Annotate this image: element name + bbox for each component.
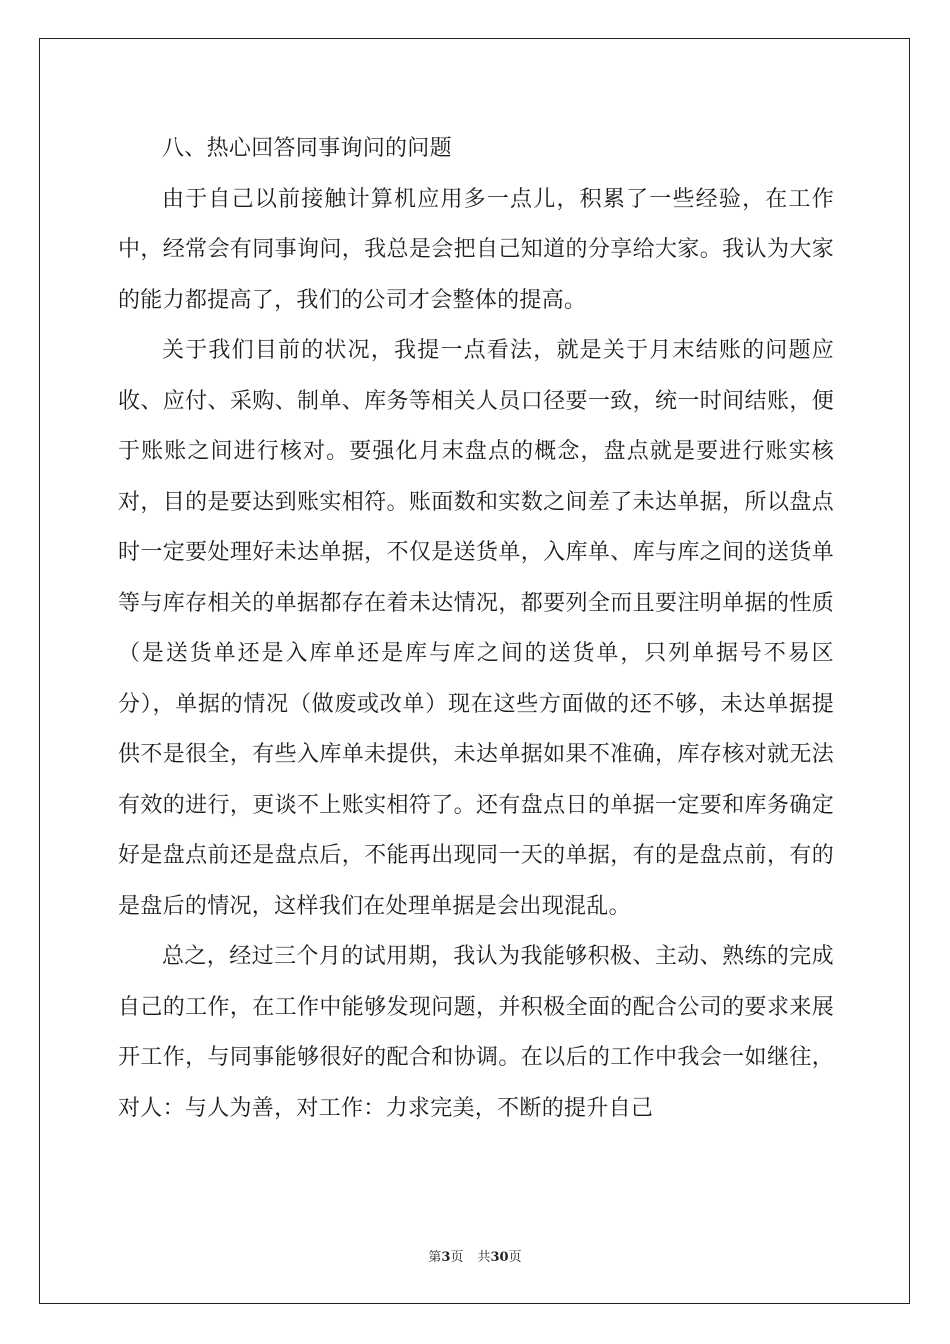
page-prefix: 第: [428, 1250, 442, 1265]
total-prefix: 共: [477, 1250, 491, 1265]
paragraph-month-end-closing: 关于我们目前的状况，我提一点看法，就是关于月末结账的问题应收、应付、采购、制单、库务等相关人员口径要一致，统一时间结账，便于账账之间进行核对。要强化月末盘点的概念，盘点就是要进行账实核对，目的是要达到账实相符。账面数和实数之间差了未达单据，所以盘点时一定要处理好未达单据，不仅是送货单，入库单、库与库之间的送货单等与库存相关的单据都存在着未达情况，都要列全而且要注明单据的性质（是送货单还是入库单还是库与库之间的送货单，只列单据号不易区分），单据的情况（做废或改单）现在这些方面做的还不够，未达单据提供不是很全，有些入库单未提供，未达单据如果不准确，库存核对就无法有效的进行，更谈不上账实相符了。还有盘点日的单据一定要和库务确定好是盘点前还是盘点后，不能再出现同一天的单据，有的是盘点前，有的是盘后的情况，这样我们在处理单据是会出现混乱。: [118, 338, 834, 919]
page-footer: [0, 1246, 950, 1265]
section-heading: 八、热心回答同事询问的问题: [162, 136, 452, 161]
page-suffix: 页: [450, 1250, 464, 1265]
paragraph-sharing-experience: 由于自己以前接触计算机应用多一点儿，积累了一些经验，在工作中，经常会有同事询问，我总是会把自己知道的分享给大家。我认为大家的能力都提高了，我们的公司才会整体的提高。: [118, 186, 834, 313]
document-body: [118, 124, 834, 1134]
page-number: 3: [441, 1250, 451, 1265]
paragraph-conclusion: 总之，经过三个月的试用期，我认为我能够积极、主动、熟练的完成自己的工作，在工作中能够发现问题，并积极全面的配合公司的要求来展开工作，与同事能够很好的配合和协调。在以后的工作中我会一如继往，对人：与人为善，对工作：力求完美，不断的提升自己: [118, 944, 834, 1121]
total-suffix: 页: [508, 1250, 522, 1265]
total-pages: 30: [490, 1250, 509, 1265]
